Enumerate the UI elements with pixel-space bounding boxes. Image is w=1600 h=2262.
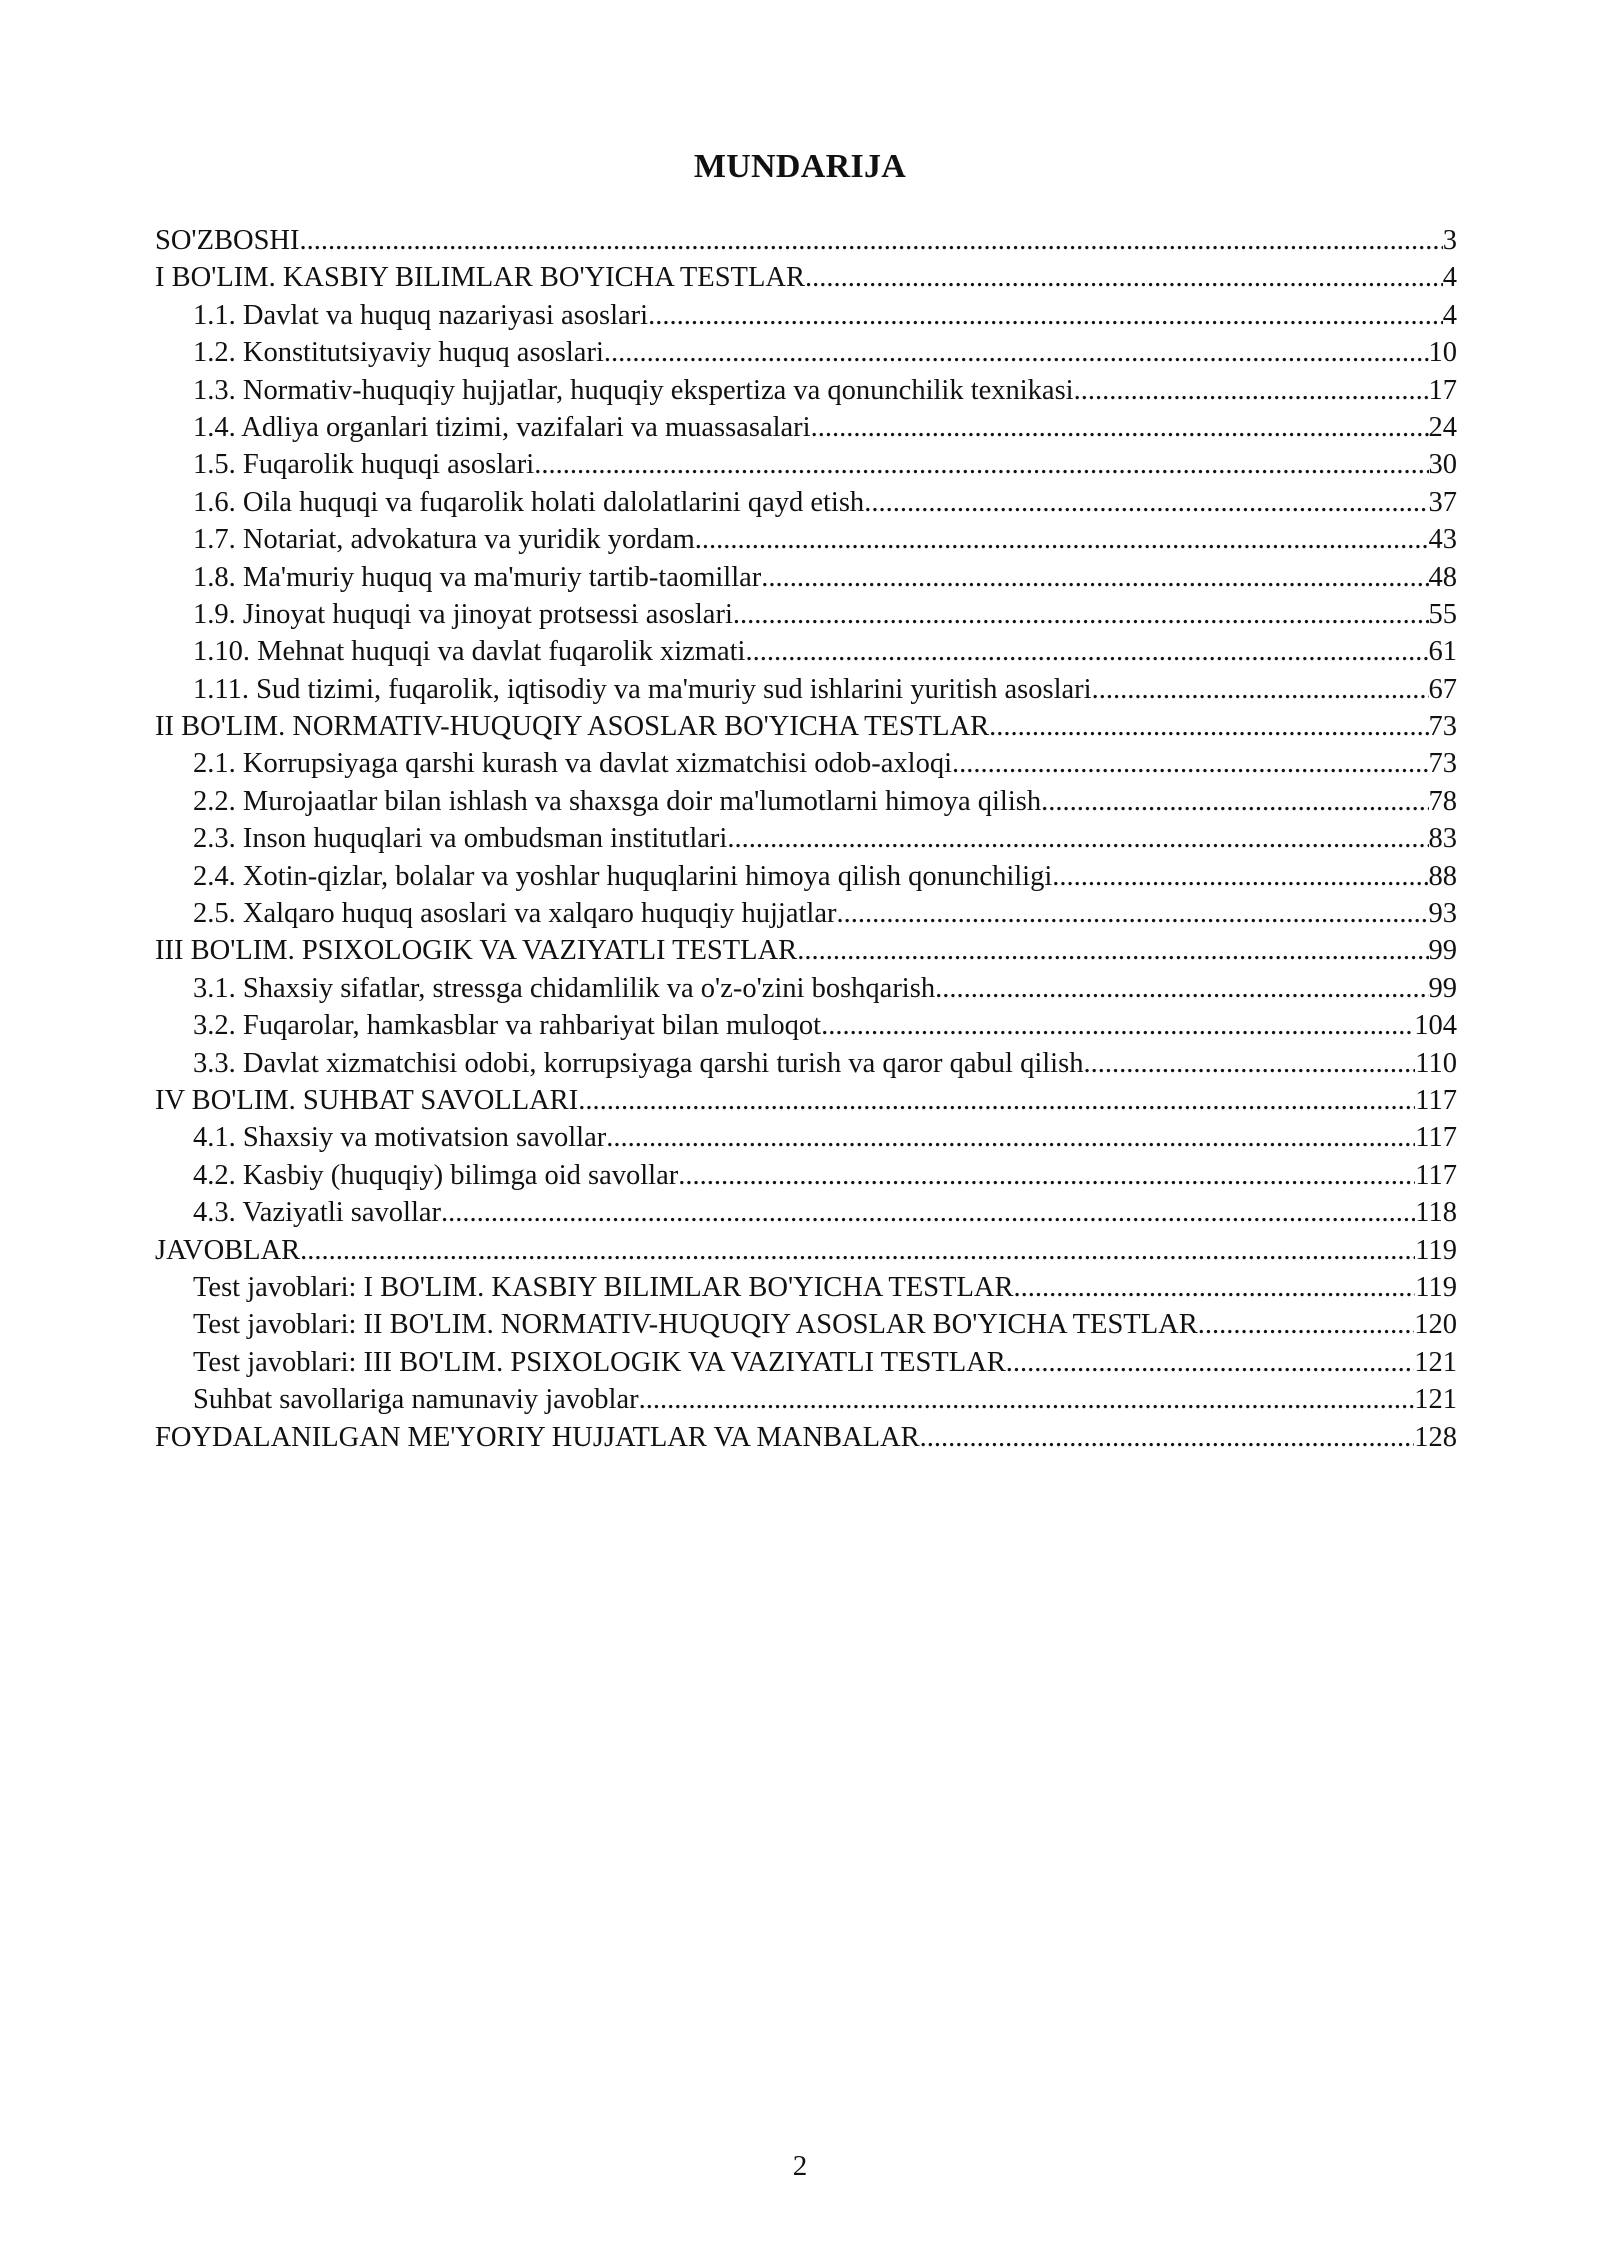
toc-section-entry[interactable] (155, 708, 1457, 745)
toc-dot-leader (578, 1082, 1415, 1119)
toc-entry-page-number: 73 (1428, 748, 1457, 780)
toc-entry-title: 1.9. Jinoyat huquqi va jinoyat protsessi asoslari (193, 598, 733, 630)
toc-subsection-entry[interactable] (155, 1269, 1457, 1306)
toc-dot-leader (639, 1381, 1415, 1418)
toc-dot-leader (1041, 783, 1428, 820)
toc-entry-title: 3.2. Fuqarolar, hamkasblar va rahbariyat bilan muloqot (193, 1010, 822, 1042)
toc-entry-page-number: 117 (1415, 1122, 1457, 1154)
toc-subsection-entry[interactable] (155, 372, 1457, 409)
toc-dot-leader (952, 745, 1428, 782)
toc-dot-leader (727, 820, 1428, 857)
toc-entry-title: I BO'LIM. KASBIY BILIMLAR BO'YICHA TESTLAR (155, 262, 805, 294)
toc-entry-page-number: 3 (1442, 225, 1457, 256)
toc-entry-page-number: 48 (1428, 561, 1457, 593)
toc-entry-page-number: 24 (1428, 411, 1457, 443)
toc-dot-leader (300, 222, 1443, 259)
toc-dot-leader (1198, 1306, 1415, 1343)
toc-entry-title: Test javoblari: I BO'LIM. KASBIY BILIMLAR BO'YICHA TESTLAR (193, 1271, 1014, 1303)
toc-subsection-entry[interactable] (155, 671, 1457, 708)
toc-entry-page-number: 121 (1414, 1384, 1457, 1416)
toc-entry-title: 1.10. Mehnat huquqi va davlat fuqarolik xizmati (193, 636, 746, 668)
toc-dot-leader (1074, 372, 1429, 409)
toc-entry-title: 2.4. Xotin-qizlar, bolalar va yoshlar huquqlarini himoya qilish qonunchiligi (193, 860, 1053, 892)
toc-entry-page-number: 73 (1428, 711, 1457, 743)
toc-entry-page-number: 55 (1428, 598, 1457, 630)
toc-subsection-entry[interactable] (155, 633, 1457, 670)
toc-dot-leader (745, 633, 1428, 670)
toc-section-entry[interactable] (155, 1419, 1457, 1456)
toc-entry-title: 1.7. Notariat, advokatura va yuridik yordam (193, 524, 695, 556)
toc-subsection-entry[interactable] (155, 559, 1457, 596)
toc-entry-page-number: 121 (1414, 1346, 1457, 1378)
toc-dot-leader (733, 596, 1429, 633)
toc-entry-page-number: 117 (1415, 1159, 1457, 1191)
toc-section-entry[interactable] (155, 932, 1457, 969)
toc-subsection-entry[interactable] (155, 1344, 1457, 1381)
toc-entry-page-number: 99 (1428, 935, 1457, 967)
toc-entry-page-number: 88 (1428, 860, 1457, 892)
toc-dot-leader (1052, 858, 1428, 895)
toc-entry-title: Suhbat savollariga namunaviy javoblar (193, 1384, 639, 1416)
toc-dot-leader (695, 521, 1429, 558)
toc-entry-page-number: 104 (1414, 1010, 1457, 1042)
toc-entry-title: 4.1. Shaxsiy va motivatsion savollar (193, 1122, 607, 1154)
toc-entry-title: 2.2. Murojaatlar bilan ishlash va shaxsga doir ma'lumotlarni himoya qilish (193, 785, 1042, 817)
toc-entry-title: JAVOBLAR (155, 1234, 301, 1266)
toc-entry-title: 3.3. Davlat xizmatchisi odobi, korrupsiyaga qarshi turish va qaror qabul qilish (193, 1047, 1084, 1079)
toc-entry-title: 4.3. Vaziyatli savollar (193, 1197, 441, 1229)
toc-entry-title: 1.2. Konstitutsiyaviy huquq asoslari (193, 337, 604, 369)
toc-subsection-entry[interactable] (155, 1157, 1457, 1194)
toc-dot-leader (648, 297, 1443, 334)
toc-subsection-entry[interactable] (155, 1194, 1457, 1231)
toc-dot-leader (920, 1419, 1415, 1456)
toc-dot-leader (805, 259, 1443, 296)
toc-dot-leader (1006, 1344, 1415, 1381)
toc-entry-page-number: 118 (1415, 1197, 1457, 1229)
toc-entry-page-number: 30 (1428, 449, 1457, 481)
toc-subsection-entry[interactable] (155, 1306, 1457, 1343)
toc-dot-leader (606, 1119, 1415, 1156)
toc-entry-page-number: 117 (1415, 1084, 1457, 1116)
toc-entry-page-number: 78 (1428, 785, 1457, 817)
toc-entry-title: II BO'LIM. NORMATIV-HUQUQIY ASOSLAR BO'YICHA TESTLAR (155, 711, 990, 743)
toc-entry-title: IV BO'LIM. SUHBAT SAVOLLARI (155, 1084, 579, 1116)
toc-dot-leader (1083, 1045, 1415, 1082)
toc-entry-title: 1.5. Fuqarolik huquqi asoslari (193, 449, 535, 481)
toc-section-entry[interactable] (155, 1082, 1457, 1119)
toc-entry-title: III BO'LIM. PSIXOLOGIK VA VAZIYATLI TESTLAR (155, 935, 798, 967)
toc-subsection-entry[interactable] (155, 745, 1457, 782)
toc-subsection-entry[interactable] (155, 895, 1457, 932)
table-of-contents (155, 222, 1457, 1456)
toc-entry-title: 3.1. Shaxsiy sifatlar, stressga chidamlilik va o'z-o'zini boshqarish (193, 972, 936, 1004)
toc-subsection-entry[interactable] (155, 1381, 1457, 1418)
toc-entry-title: 1.3. Normativ-huquqiy hujjatlar, huquqiy ekspertiza va qonunchilik texnikasi (193, 374, 1074, 406)
toc-subsection-entry[interactable] (155, 1045, 1457, 1082)
page-number: 2 (792, 2150, 808, 2182)
toc-subsection-entry[interactable] (155, 858, 1457, 895)
toc-dot-leader (604, 334, 1429, 371)
toc-entry-page-number: 17 (1428, 374, 1457, 406)
toc-entry-page-number: 120 (1414, 1309, 1457, 1341)
toc-subsection-entry[interactable] (155, 1007, 1457, 1044)
toc-entry-title: SO'ZBOSHI (155, 225, 300, 256)
toc-subsection-entry[interactable] (155, 484, 1457, 521)
toc-entry-title: Test javoblari: II BO'LIM. NORMATIV-HUQUQIY ASOSLAR BO'YICHA TESTLAR (193, 1309, 1198, 1341)
toc-entry-page-number: 83 (1428, 823, 1457, 855)
toc-subsection-entry[interactable] (155, 446, 1457, 483)
toc-subsection-entry[interactable] (155, 1119, 1457, 1156)
toc-subsection-entry[interactable] (155, 970, 1457, 1007)
toc-entry-title: 1.1. Davlat va huquq nazariyasi asoslari (193, 299, 649, 331)
toc-entry-title: Test javoblari: III BO'LIM. PSIXOLOGIK VA VAZIYATLI TESTLAR (193, 1346, 1006, 1378)
toc-entry-page-number: 10 (1428, 337, 1457, 369)
toc-entry-title: 1.8. Ma'muriy huquq va ma'muriy tartib-taomillar (193, 561, 762, 593)
toc-dot-leader (797, 932, 1428, 969)
toc-dot-leader (441, 1194, 1415, 1231)
toc-entry-title: 1.6. Oila huquqi va fuqarolik holati dalolatlarini qayd etish (193, 486, 865, 518)
toc-entry-page-number: 119 (1415, 1234, 1457, 1266)
toc-subsection-entry[interactable] (155, 521, 1457, 558)
page-title: MUNDARIJA (693, 148, 907, 185)
toc-entry-title: 2.1. Korrupsiyaga qarshi kurash va davlat xizmatchisi odob-axloqi (193, 748, 953, 780)
toc-entry-page-number: 67 (1428, 673, 1457, 705)
toc-entry-title: FOYDALANILGAN ME'YORIY HUJJATLAR VA MANBALAR (155, 1421, 920, 1453)
toc-section-entry[interactable] (155, 222, 1457, 259)
toc-dot-leader (300, 1232, 1415, 1269)
toc-dot-leader (534, 446, 1428, 483)
toc-subsection-entry[interactable] (155, 596, 1457, 633)
toc-entry-page-number: 110 (1415, 1047, 1457, 1079)
toc-dot-leader (761, 559, 1428, 596)
toc-entry-page-number: 4 (1442, 262, 1457, 294)
toc-entry-title: 1.4. Adliya organlari tizimi, vazifalari va muassasalari (193, 411, 811, 443)
toc-dot-leader (811, 409, 1429, 446)
toc-dot-leader (1014, 1269, 1416, 1306)
toc-dot-leader (678, 1157, 1415, 1194)
toc-entry-page-number: 128 (1414, 1421, 1457, 1453)
toc-entry-page-number: 93 (1428, 898, 1457, 930)
toc-subsection-entry[interactable] (155, 820, 1457, 857)
toc-subsection-entry[interactable] (155, 297, 1457, 334)
toc-subsection-entry[interactable] (155, 334, 1457, 371)
toc-dot-leader (935, 970, 1428, 1007)
toc-entry-title: 1.11. Sud tizimi, fuqarolik, iqtisodiy va ma'muriy sud ishlarini yuritish asoslari (193, 673, 1092, 705)
toc-dot-leader (836, 895, 1428, 932)
toc-entry-page-number: 99 (1428, 972, 1457, 1004)
toc-subsection-entry[interactable] (155, 783, 1457, 820)
toc-entry-page-number: 119 (1415, 1271, 1457, 1303)
toc-dot-leader (989, 708, 1428, 745)
toc-entry-title: 2.5. Xalqaro huquq asoslari va xalqaro huquqiy hujjatlar (193, 898, 837, 930)
toc-dot-leader (1092, 671, 1429, 708)
toc-entry-page-number: 4 (1442, 299, 1457, 331)
toc-section-entry[interactable] (155, 1232, 1457, 1269)
toc-entry-title: 2.3. Inson huquqlari va ombudsman institutlari (193, 823, 728, 855)
toc-entry-page-number: 43 (1428, 524, 1457, 556)
toc-subsection-entry[interactable] (155, 409, 1457, 446)
toc-entry-page-number: 61 (1428, 636, 1457, 668)
toc-entry-page-number: 37 (1428, 486, 1457, 518)
toc-dot-leader (821, 1007, 1414, 1044)
toc-dot-leader (864, 484, 1428, 521)
toc-section-entry[interactable] (155, 259, 1457, 296)
toc-entry-title: 4.2. Kasbiy (huquqiy) bilimga oid savollar (193, 1159, 679, 1191)
